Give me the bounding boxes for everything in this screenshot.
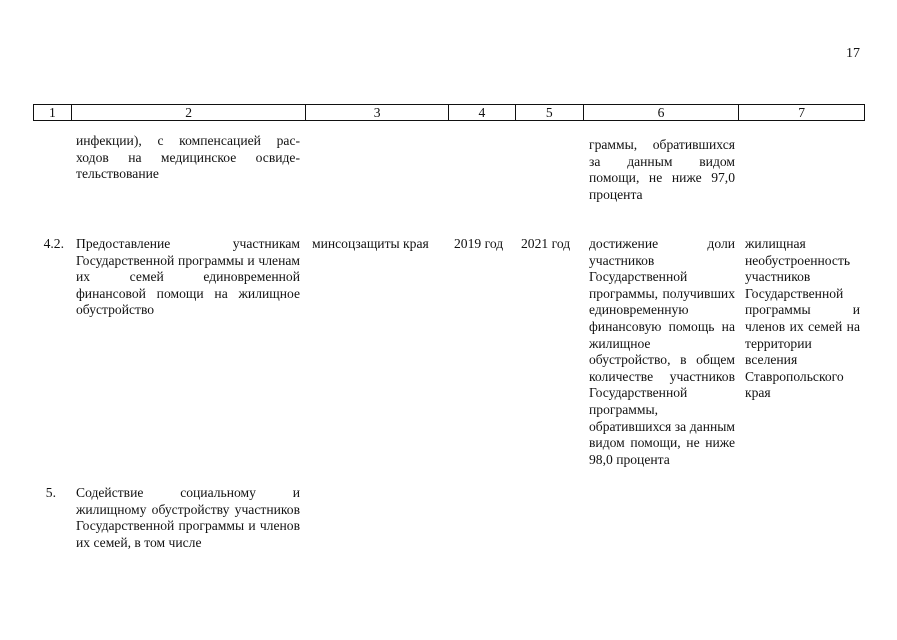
header-col-7: 7 — [798, 105, 806, 120]
header-col-3: 3 — [306, 105, 449, 120]
header-col-4: 4 — [449, 105, 516, 120]
consequence: жилищная необустроенность участников Государственной программы и членов их семей на территории вселения Ставропольского края — [745, 236, 860, 401]
header-col-2: 2 — [72, 105, 306, 120]
measure-title: Содействие социальному и жилищному обустройству участников Государственной программы и членов их семей, в том числе — [76, 485, 300, 550]
header-col-5: 5 — [516, 105, 584, 120]
end-year: 2021 год — [521, 236, 571, 251]
continuation-line: тельствование — [76, 166, 159, 182]
continuation-line: ходов на медицинское освиде- — [76, 149, 300, 165]
continuation-indicator: граммы, обратившихся за данным видом помощи, не ниже 97,0 процента — [589, 137, 735, 202]
executor: минсоцзащиты края — [312, 236, 429, 251]
table-header-row — [33, 104, 865, 121]
continuation-line: инфекции), с компенсацией рас- — [76, 133, 300, 148]
header-col-1: 1 — [34, 105, 72, 120]
indicator: достижение доли участников Государственной программы, получивших единовременную финансовую помощь на жилищное обустройство, в общем количестве участников Государственной программы, обратившихся за данным видом помощи, не ниже 98,0 процента — [589, 236, 735, 467]
row-number: 4.2. — [43, 236, 64, 251]
continuation-title — [76, 133, 300, 183]
start-year: 2019 год — [454, 236, 504, 251]
row-number: 5. — [45, 485, 56, 500]
page-number: 17 — [846, 46, 860, 61]
measure-title: Предоставление участникам Государственной программы и членам их семей единовременной финансовой помощи на жилищное обустройство — [76, 236, 300, 318]
header-col-6: 6 — [584, 105, 740, 120]
